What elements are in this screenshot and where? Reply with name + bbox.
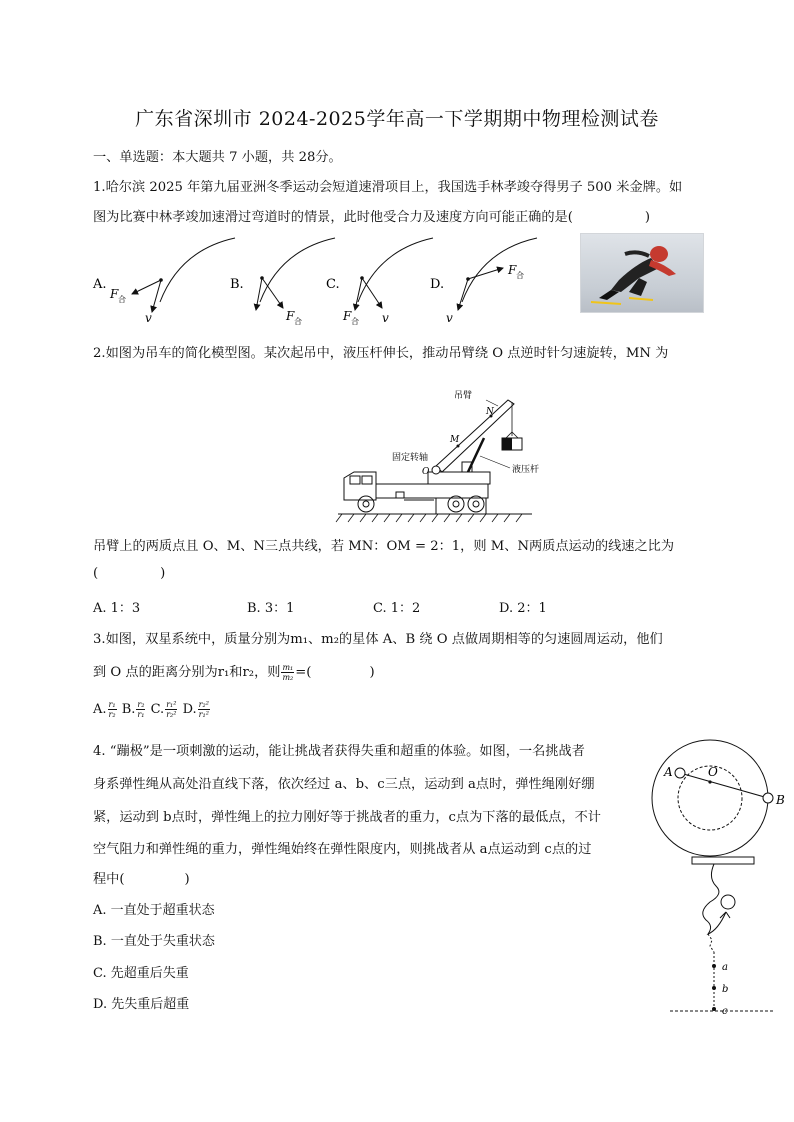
q1-option-a-label: A. [93,277,107,292]
label-point-b: b [722,984,729,995]
q3-c-label: C. [150,702,165,717]
q3-option-a[interactable] [93,702,118,717]
q3-paren-close: ) [369,665,375,680]
q3-b-den: r₁ [137,710,145,719]
label-m: M [450,435,460,445]
star-a [675,768,685,778]
q1-d-force-sub: 合 [516,271,524,280]
q3-line2 [93,661,375,682]
q1-a-velocity-arrow [152,280,161,312]
label-point-c: c [722,1006,728,1017]
outer-orbit [652,740,768,856]
q4-option-b[interactable]: B. 一直处于失重状态 [93,934,215,949]
q3-ratio-num: m₁ [282,663,294,672]
jump-platform [692,857,754,864]
center-o [708,780,711,783]
q4-line5 [93,868,190,887]
q4-line1: 4. “蹦极”是一项刺激的运动，能让挑战者获得失重和超重的体验。如图，一名挑战者 [93,744,585,759]
q3-mass-ratio [281,663,294,682]
q4-line3: 紧，运动到 b点时，弹性绳上的拉力刚好等于挑战者的重力，c点为下落的最低点，不计 [93,810,601,825]
q1-options-diagram [90,232,580,330]
q1-option-d-label: D. [430,277,445,292]
q3-b-label: B. [121,702,136,717]
q3-option-d[interactable] [183,702,211,717]
q3-b-num: r₂ [137,700,145,709]
q4-bungee-diagram [668,854,778,1018]
q1-c-trajectory [358,238,433,302]
q1-c-force-sub: 合 [351,317,359,326]
q1-line2-text: 图为比赛中林孝竣加速滑过弯道时的情景，此时他受合力及速度方向可能正确的是( [93,210,573,225]
q2-line1: 2.如图为吊车的简化模型图。某次起吊中，液压杆伸长，推动吊臂绕 O 点逆时针匀速旋转，MN 为 [93,346,669,361]
label-boom: 吊臂 [454,391,473,401]
q2-option-c[interactable]: C. 1：2 [373,601,421,616]
q2-option-d[interactable]: D. 2：1 [499,601,547,616]
q4-line5-text: 程中( [93,872,125,887]
q3-binary-star-diagram [650,738,790,860]
q1-a-force-sub: 合 [118,295,126,304]
q1-d-velocity-label: v [446,311,453,325]
q3-c-num: r₁² [166,700,177,709]
label-point-a: a [722,962,728,973]
q1-d-force-label: F [508,263,517,277]
q2-crane-diagram [336,380,540,526]
jumper-head [721,895,735,909]
q3-d-den: r₁² [198,710,209,719]
q1-b-force-label: F [286,309,295,323]
q1-paren-end: ) [644,210,651,225]
label-hydraulic-rod: 液压杆 [512,465,540,475]
q3-a-label: A. [93,702,107,717]
crane-boom [432,400,522,474]
q2-paren-close: ) [160,566,166,581]
q1-option-c[interactable] [326,238,433,326]
q1-c-force-label: F [343,309,352,323]
point-a [712,964,716,968]
q1-option-c-label: C. [326,277,340,292]
q1-d-force-arrow [468,268,503,279]
q3-ratio-den: m₂ [282,673,294,682]
q1-b-force-sub: 合 [294,317,302,326]
q4-option-c[interactable]: C. 先超重后失重 [93,966,189,981]
q1-a-force-label: F [110,287,119,301]
q2-option-a[interactable]: A. 1：3 [93,601,141,616]
q3-option-b[interactable] [122,702,147,717]
skater-illustration [581,234,703,312]
q3-d-num: r₂² [198,700,209,709]
label-o: O [422,467,430,477]
star-b [763,793,773,803]
q3-equals: =( [295,665,312,680]
q1-d-trajectory [462,238,537,302]
q2-paren [93,566,165,581]
q1-line1: 1.哈尔滨 2025 年第九届亚洲冬季运动会短道速滑项目上，我国选手林孝竣夺得男子 500 米金牌。如 [93,180,683,195]
q3-d-label: D. [182,702,197,717]
q3-line1: 3.如图，双星系统中，质量分别为m₁、m₂的星体 A、B 绕 O 点做周期相等的匀速圆周运动，他们 [93,632,663,647]
q2-option-b[interactable]: B. 3：1 [247,601,295,616]
label-star-a: A [664,765,673,779]
q1-d-velocity-arrow [458,279,468,310]
label-center-o: O [708,765,718,779]
q4-paren-close: ) [184,872,190,887]
q1-c-velocity-arrow [362,278,382,308]
q3-a-num: r₁ [108,700,116,709]
q1-b-force-arrow [262,278,283,308]
q3-options [93,700,211,719]
q3-c-den: r₂² [166,710,177,719]
q1-b-trajectory [260,238,335,302]
q3-option-c[interactable] [151,702,179,717]
q4-line4: 空气阻力和弹性绳的重力，弹性绳始终在弹性限度内，则挑战者从 a点运动到 c点的过 [93,842,592,857]
q1-a-trajectory [160,238,235,302]
label-n: N [486,407,494,417]
label-star-b: B [776,793,785,807]
q1-line2 [93,206,650,225]
q3-line2-text: 到 O 点的距离分别为r₁和r₂，则 [93,665,281,680]
q1-a-force-arrow [132,280,161,294]
q4-line2: 身系弹性绳从高处沿直线下落，依次经过 a、b、c三点，运动到 a点时，弹性绳刚好绷 [93,777,595,792]
section-heading: 一、单选题：本大题共 7 小题，共 28分。 [93,150,342,165]
skater-photo [580,233,704,313]
q1-option-d[interactable] [430,238,537,325]
q3-a-den: r₂ [108,710,116,719]
q1-option-b-label: B. [230,277,244,292]
q1-option-b[interactable] [230,238,335,326]
point-b [712,986,716,990]
page-title: 广东省深圳市 2024-2025学年高一下学期期中物理检测试卷 [135,108,659,130]
q2-paren-open: ( [93,566,99,581]
q1-b-velocity-arrow [256,278,262,310]
q4-option-a[interactable]: A. 一直处于超重状态 [93,903,215,918]
q1-a-velocity-label: v [145,311,152,325]
q1-option-a[interactable] [92,238,235,325]
label-pivot: 固定转轴 [392,453,429,463]
q4-option-d[interactable]: D. 先失重后超重 [93,997,190,1012]
q1-c-velocity-label: v [382,311,389,325]
q2-line2: 吊臂上的两质点且 O、M、N三点共线，若 MN：OM = 2：1，则 M、N两质点运动的线速之比为 [93,539,675,554]
point-c [712,1007,716,1011]
